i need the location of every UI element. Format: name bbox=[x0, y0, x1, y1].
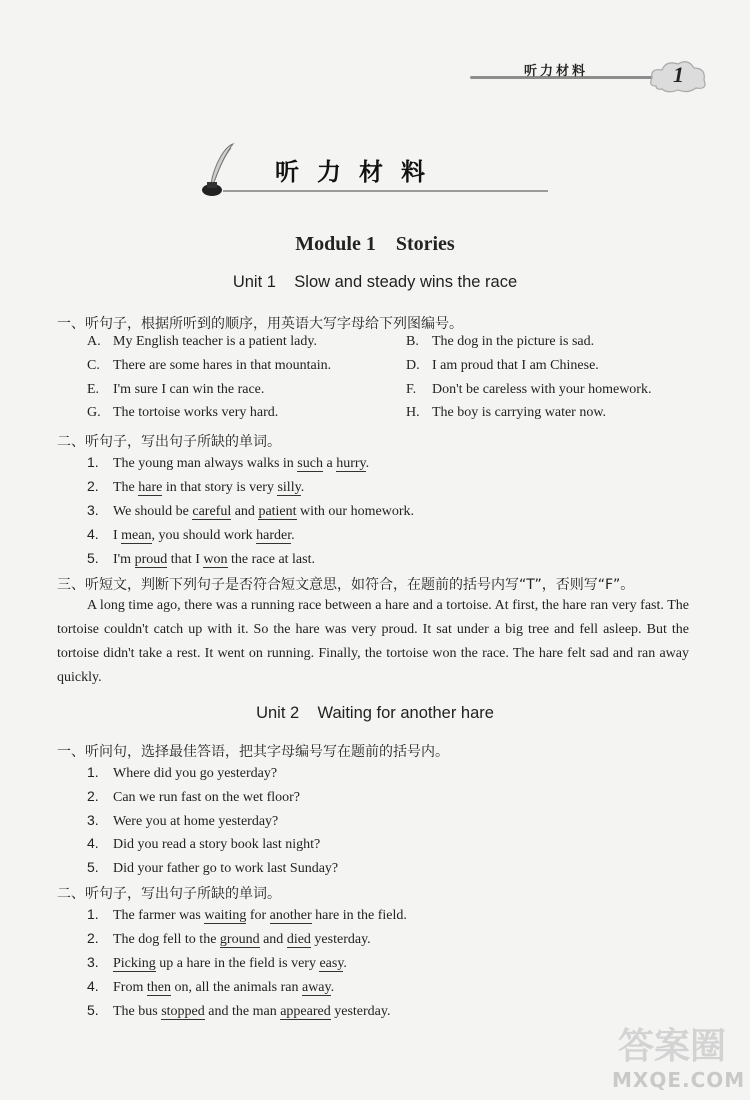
u1-fill-item-1: 1. The young man always walks in such a hurry. bbox=[87, 454, 370, 471]
watermark-url: MXQE.COM bbox=[612, 1068, 746, 1092]
option-d: D. I am proud that I am Chinese. bbox=[406, 358, 599, 373]
option-g: G. The tortoise works very hard. bbox=[87, 405, 279, 420]
unit1-sec2-heading: 二、听句子，写出句子所缺的单词。 bbox=[57, 434, 281, 450]
unit1-sec1-heading: 一、听句子，根据所听到的顺序，用英语大写字母给下列图编号。 bbox=[57, 316, 463, 332]
section-banner bbox=[195, 140, 555, 200]
u2-question-2: 2. Can we run fast on the wet floor? bbox=[87, 788, 300, 805]
unit2-title: Unit 2 Waiting for another hare bbox=[256, 704, 494, 722]
running-header bbox=[470, 56, 720, 106]
unit1-sec3-heading: 三、听短文，判断下列句子是否符合短文意思，如符合，在题前的括号内写“T”，否则写“F”。 bbox=[57, 577, 635, 593]
u2-fill-item-3: 3. Picking up a hare in the field is very easy. bbox=[87, 954, 347, 971]
u1-fill-item-4: 4. I mean, you should work harder. bbox=[87, 526, 295, 543]
option-b: B. The dog in the picture is sad. bbox=[406, 334, 595, 349]
page-number: 1 bbox=[673, 62, 684, 87]
option-c: C. There are some hares in that mountain. bbox=[87, 358, 332, 373]
story-passage: A long time ago, there was a running race between a hare and a tortoise. At first, the hare ran very fast. The tortoise couldn't catch up with it. So the hare was very proud. It sat under a big tree and fell asleep. But the tortoise didn't take a rest. It went on running. Finally, the tortoise won the race. The hare felt sad and ran away quickly. bbox=[57, 598, 689, 685]
u1-fill-item-5: 5. I'm proud that I won the race at last. bbox=[87, 550, 315, 567]
u1-fill-item-3: 3. We should be careful and patient with our homework. bbox=[87, 502, 414, 519]
u2-fill-item-5: 5. The bus stopped and the man appeared yesterday. bbox=[87, 1002, 391, 1019]
u2-question-3: 3. Were you at home yesterday? bbox=[87, 812, 279, 829]
u1-fill-item-2: 2. The hare in that story is very silly. bbox=[87, 478, 305, 495]
option-f: F. Don't be careless with your homework. bbox=[406, 382, 652, 397]
u2-question-4: 4. Did you read a story book last night? bbox=[87, 835, 321, 852]
running-title: 听力材料 bbox=[524, 64, 589, 79]
u2-fill-item-2: 2. The dog fell to the ground and died yesterday. bbox=[87, 930, 371, 947]
unit2-sec2-heading: 二、听句子，写出句子所缺的单词。 bbox=[57, 886, 281, 902]
u2-question-1: 1. Where did you go yesterday? bbox=[87, 764, 278, 781]
option-e: E. I'm sure I can win the race. bbox=[87, 382, 265, 397]
option-a: A. My English teacher is a patient lady. bbox=[87, 334, 317, 349]
banner-title: 听力材料 bbox=[275, 158, 443, 186]
u2-fill-item-4: 4. From then on, all the animals ran away. bbox=[87, 978, 335, 995]
watermark-logo: 答案圈 bbox=[618, 1026, 727, 1067]
banner-rule bbox=[223, 190, 548, 192]
module-title: Module 1 Stories bbox=[295, 233, 455, 255]
u2-question-5: 5. Did your father go to work last Sunday? bbox=[87, 859, 339, 876]
unit1-title: Unit 1 Slow and steady wins the race bbox=[232, 273, 518, 291]
u2-fill-item-1: 1. The farmer was waiting for another hare in the field. bbox=[87, 906, 407, 923]
unit2-sec1-heading: 一、听问句，选择最佳答语，把其字母编号写在题前的括号内。 bbox=[57, 744, 449, 760]
option-h: H. The boy is carrying water now. bbox=[406, 405, 607, 420]
